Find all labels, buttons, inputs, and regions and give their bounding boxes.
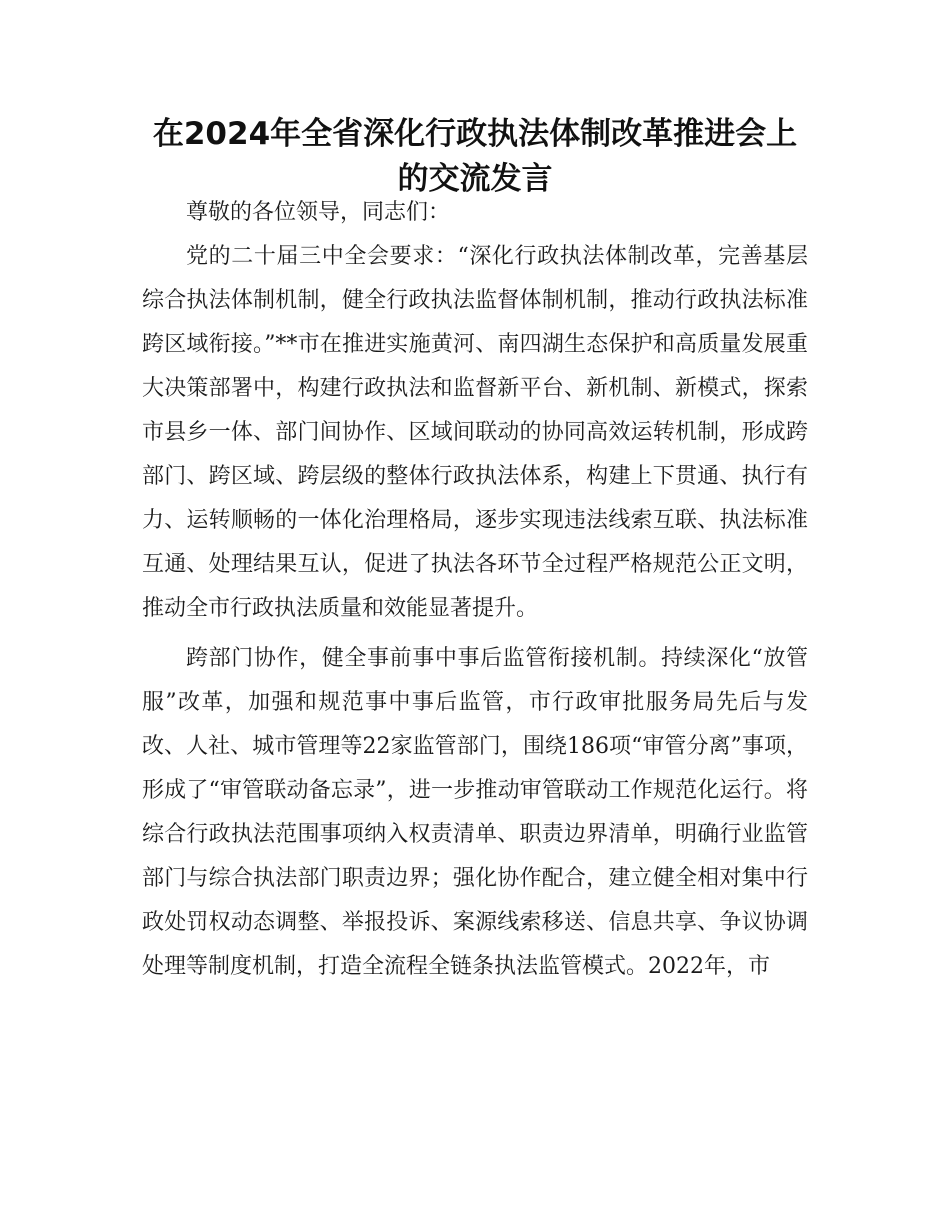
document-title: 在2024年全省深化行政执法体制改革推进会上的交流发言 bbox=[152, 116, 798, 197]
paragraph-1: 党的二十届三中全会要求：“深化行政执法体制改革，完善基层综合执法体制机制，健全行政执法监督体制机制，推动行政执法标准跨区域衔接。”**市在推进实施黄河、南四湖生态保护和高质量发展重大决策部署中，构建行政执法和监督新平台、新机制、新模式，探索市县乡一体、部门间协作、区域间联动的协同高效运转机制，形成跨部门、跨区域、跨层级的整体行政执法体系，构建上下贯通、执行有力、运转顺畅的一体化治理格局，逐步实现违法线索互联、执法标准互通、处理结果互认，促进了执法各环节全过程严格规范公正文明，推动全市行政执法质量和效能显著提升。 bbox=[142, 244, 808, 621]
paragraph-2: 跨部门协作，健全事前事中事后监管衔接机制。持续深化“放管服”改革，加强和规范事中事后监管，市行政审批服务局先后与发改、人社、城市管理等22家监管部门，围绕186项“审管分离”事项，形成了“审管联动备忘录”，进一步推动审管联动工作规范化运行。将综合行政执法范围事项纳入权责清单、职责边界清单，明确行业监管部门与综合执法部门职责边界；强化协作配合，建立健全相对集中行政处罚权动态调整、举报投诉、案源线索移送、信息共享、争议协调处理等制度机制，打造全流程全链条执法监管模式。2022年，市 bbox=[142, 646, 808, 979]
document-body bbox=[142, 191, 808, 989]
salutation: 尊敬的各位领导，同志们： bbox=[186, 200, 451, 225]
